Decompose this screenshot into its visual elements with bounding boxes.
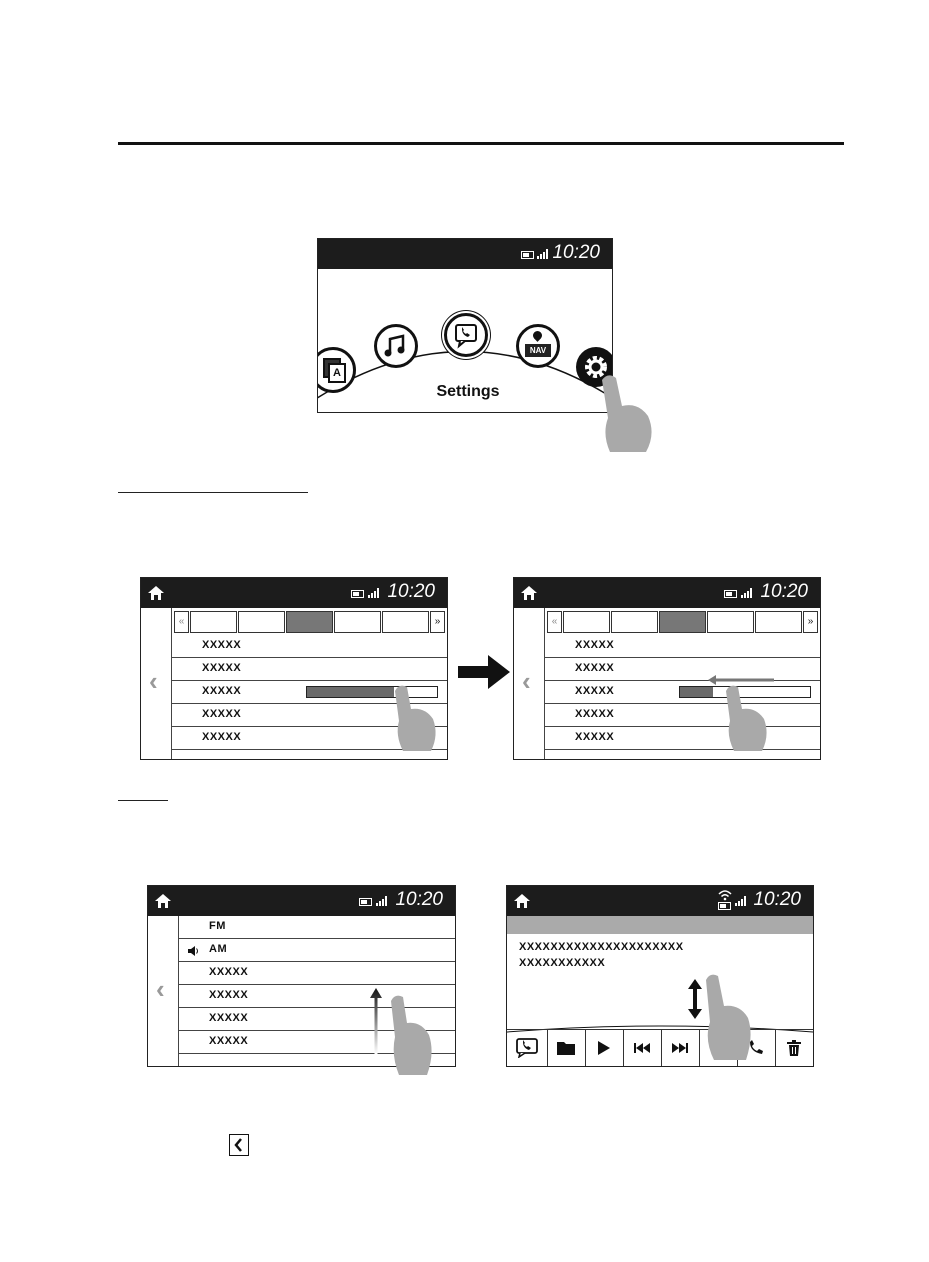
wifi-icon	[718, 888, 732, 900]
speaker-icon	[187, 944, 199, 956]
list-item[interactable]: XXXXX	[545, 704, 820, 727]
chevron-left-icon[interactable]: ‹	[149, 666, 158, 696]
list-item[interactable]: XXXXX	[172, 727, 447, 750]
tab-5[interactable]	[755, 611, 802, 633]
scroll-left-icon[interactable]: «	[174, 611, 189, 633]
list-item[interactable]: XXXXX	[545, 681, 820, 704]
tab-bar	[172, 611, 447, 633]
list-item[interactable]: XXXXX	[545, 658, 820, 681]
media-toolbar	[507, 1029, 813, 1066]
navigation-icon[interactable]	[516, 324, 560, 368]
app-badge: A	[328, 363, 346, 383]
signal-icon	[735, 896, 749, 906]
arrow-right-icon	[458, 655, 510, 689]
finger-touch-icon	[724, 683, 770, 753]
clock: 10:20	[753, 889, 801, 910]
tab-3-selected[interactable]	[659, 611, 706, 633]
message-screen	[506, 885, 814, 1067]
chevron-left-icon[interactable]: ‹	[156, 974, 165, 1004]
list-item[interactable]: XXXXX	[179, 985, 455, 1008]
heading-underline	[118, 492, 308, 493]
scroll-right-icon[interactable]: »	[803, 611, 818, 633]
tab-2[interactable]	[611, 611, 658, 633]
finger-tap-icon	[598, 372, 658, 458]
list-item[interactable]: AM	[179, 939, 455, 962]
status-bar	[141, 578, 447, 608]
chevron-left-icon[interactable]: ‹	[522, 666, 531, 696]
previous-track-icon[interactable]	[623, 1030, 662, 1066]
scroll-up-arrow-icon	[370, 988, 382, 1054]
battery-icon	[359, 898, 372, 906]
scroll-left-icon[interactable]: «	[547, 611, 562, 633]
tab-5[interactable]	[382, 611, 429, 633]
next-track-icon[interactable]	[661, 1030, 700, 1066]
battery-icon	[351, 590, 364, 598]
trash-icon[interactable]	[775, 1030, 813, 1066]
chevron-left-icon	[229, 1134, 249, 1156]
tab-3-selected[interactable]	[286, 611, 333, 633]
message-line-2: XXXXXXXXXXX	[519, 957, 606, 969]
slider-fill	[680, 687, 713, 697]
tab-2[interactable]	[238, 611, 285, 633]
music-note-icon[interactable]	[374, 324, 418, 368]
finger-touch-icon	[702, 972, 754, 1062]
home-screen	[317, 238, 613, 413]
list-item[interactable]: XXXXX	[545, 635, 820, 658]
list-item[interactable]: FM	[179, 916, 455, 939]
battery-icon	[724, 590, 737, 598]
back-column	[148, 916, 179, 1066]
communication-icon[interactable]	[444, 313, 488, 357]
home-icon[interactable]	[520, 584, 538, 602]
slide-screen-after	[513, 577, 821, 760]
status-bar	[148, 886, 455, 916]
signal-icon	[368, 588, 382, 598]
list-item[interactable]: XXXXX	[172, 681, 447, 704]
list-item[interactable]: XXXXX	[179, 962, 455, 985]
scroll-right-icon[interactable]: »	[430, 611, 445, 633]
selected-app-label: Settings	[436, 383, 500, 400]
status-bar	[507, 886, 813, 916]
clock: 10:20	[395, 889, 443, 910]
tab-4[interactable]	[334, 611, 381, 633]
clock: 10:20	[552, 242, 600, 263]
clock: 10:20	[760, 581, 808, 602]
back-column	[141, 608, 172, 759]
signal-icon	[741, 588, 755, 598]
finger-touch-icon	[393, 683, 439, 753]
list-item[interactable]: XXXXX	[172, 658, 447, 681]
tab-4[interactable]	[707, 611, 754, 633]
slider-fill	[307, 687, 394, 697]
nav-badge: NAV	[525, 344, 551, 357]
home-icon[interactable]	[154, 892, 172, 910]
list-item[interactable]: XXXXX	[172, 635, 447, 658]
clock: 10:20	[387, 581, 435, 602]
home-icon[interactable]	[513, 892, 531, 910]
tab-1[interactable]	[190, 611, 237, 633]
list-item[interactable]: XXXXX	[545, 727, 820, 750]
folder-icon[interactable]	[547, 1030, 586, 1066]
heading-underline	[118, 800, 168, 801]
list-item[interactable]: XXXXX	[172, 704, 447, 727]
section-rule	[118, 142, 844, 145]
play-icon[interactable]	[585, 1030, 624, 1066]
status-bar	[514, 578, 820, 608]
signal-icon	[376, 896, 390, 906]
list-item[interactable]: XXXXX	[179, 1031, 455, 1054]
home-icon[interactable]	[147, 584, 165, 602]
back-column	[514, 608, 545, 759]
speech-call-icon[interactable]	[507, 1030, 548, 1066]
list-item[interactable]: XXXXX	[179, 1008, 455, 1031]
finger-touch-icon	[389, 993, 435, 1077]
message-line-1: XXXXXXXXXXXXXXXXXXXXX	[519, 941, 684, 953]
scroll-up-down-arrow-icon	[688, 979, 702, 1019]
tab-bar	[545, 611, 820, 633]
tab-1[interactable]	[563, 611, 610, 633]
battery-icon	[718, 902, 731, 910]
message-header-bar	[507, 916, 813, 934]
